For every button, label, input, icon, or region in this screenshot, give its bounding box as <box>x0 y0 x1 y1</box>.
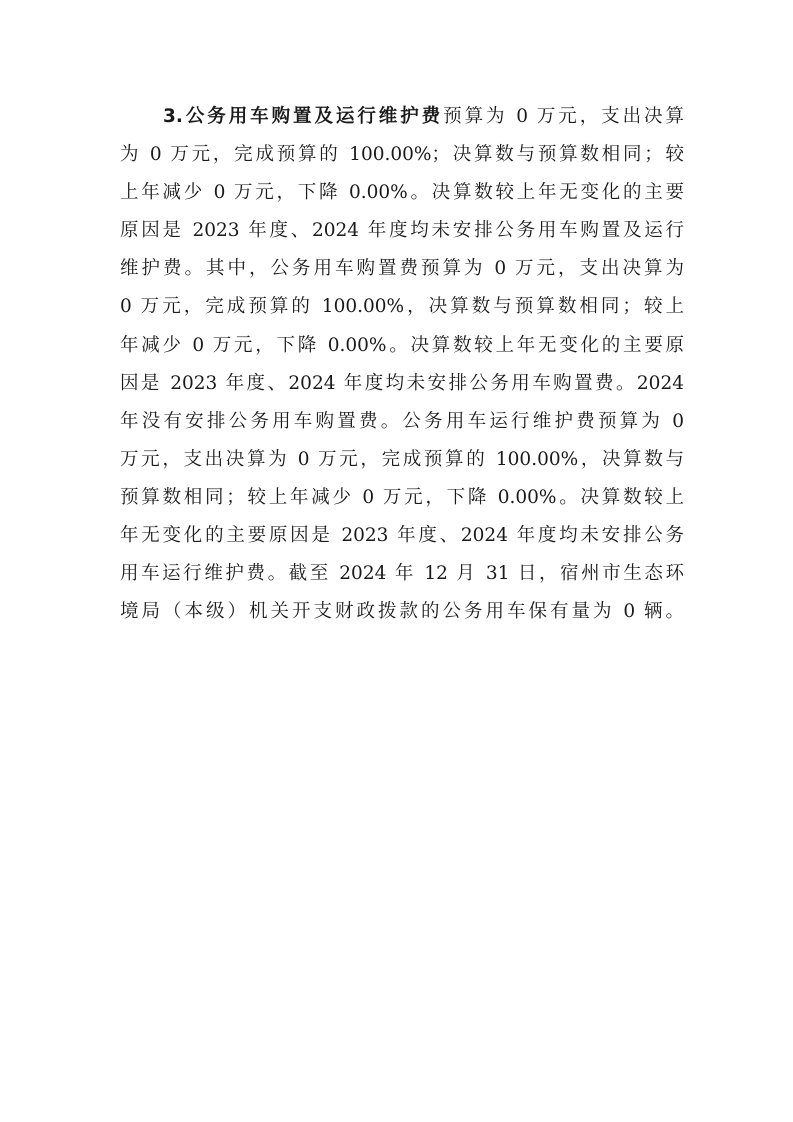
paragraph-line: 年无变化的主要原因是 2023 年度、2024 年度均未安排公务 <box>120 525 684 547</box>
body-paragraph <box>120 98 684 631</box>
paragraph-line: 原因是 2023 年度、2024 年度均未安排公务用车购置及运行 <box>120 220 684 242</box>
section-heading: 3.公务用车购置及运行维护费 <box>163 106 444 127</box>
paragraph-line <box>120 98 684 136</box>
paragraph-line: 因是 2023 年度、2024 年度均未安排公务用车购置费。2024 <box>120 372 684 394</box>
paragraph-line: 年减少 0 万元，下降 0.00%。决算数较上年无变化的主要原 <box>120 334 684 356</box>
paragraph-line: 年没有安排公务用车购置费。公务用车运行维护费预算为 0 <box>120 410 684 432</box>
paragraph-line: 万元，支出决算为 0 万元，完成预算的 100.00%，决算数与 <box>120 448 684 470</box>
paragraph-line: 用车运行维护费。截至 2024 年 12 月 31 日，宿州市生态环 <box>120 563 684 585</box>
paragraph-line: 预算数相同；较上年减少 0 万元，下降 0.00%。决算数较上 <box>120 486 684 508</box>
paragraph-line: 境局（本级）机关开支财政拨款的公务用车保有量为 0 辆。 <box>120 601 684 623</box>
paragraph-line: 为 0 万元，完成预算的 100.00%；决算数与预算数相同；较 <box>120 144 684 166</box>
paragraph-line: 0 万元，完成预算的 100.00%，决算数与预算数相同；较上 <box>120 296 684 318</box>
paragraph-line: 上年减少 0 万元，下降 0.00%。决算数较上年无变化的主要 <box>120 182 684 204</box>
line-text: 预算为 0 万元，支出决算 <box>443 106 684 127</box>
paragraph-line: 维护费。其中，公务用车购置费预算为 0 万元，支出决算为 <box>120 258 684 280</box>
